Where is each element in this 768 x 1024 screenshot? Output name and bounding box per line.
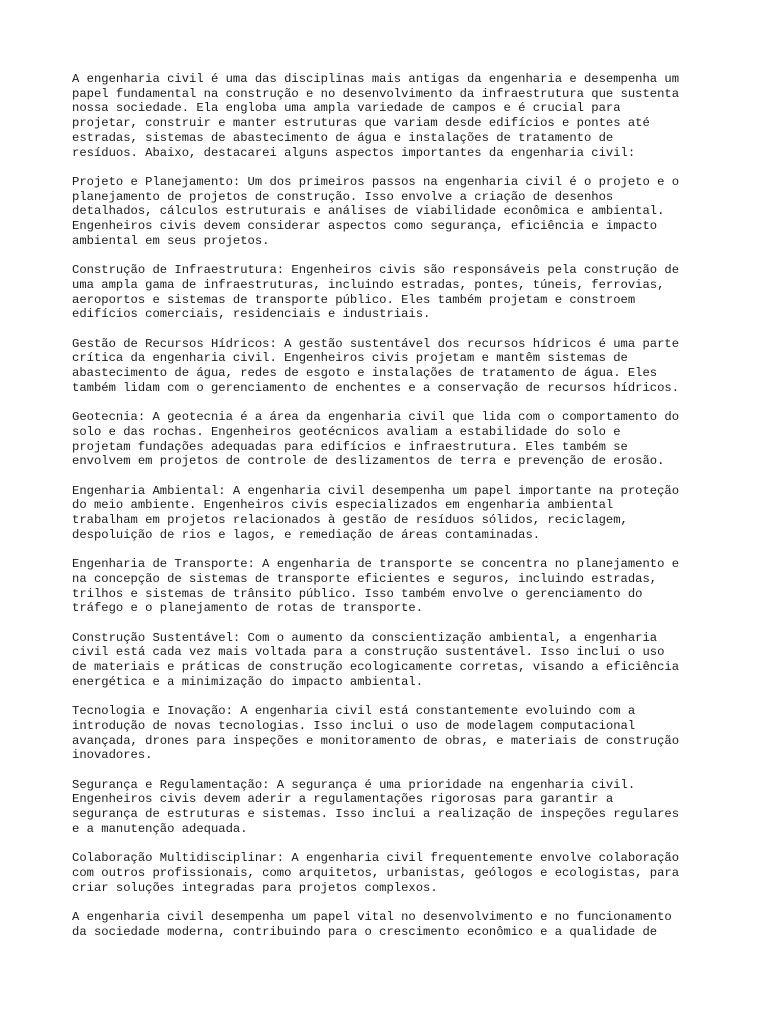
paragraph-engenharia-transporte: Engenharia de Transporte: A engenharia de transporte se concentra no planejamento e na concepção de sistemas de transporte eficientes e seguros, incluindo estradas, trilhos e sistemas de trânsito público. Isso também envolve o gerenciamento do tráfego e o planejamento de rotas de transporte. <box>72 557 680 616</box>
paragraph-construcao-infraestrutura: Construção de Infraestrutura: Engenheiros civis são responsáveis pela construção de uma ampla gama de infraestruturas, incluindo estradas, pontes, túneis, ferrovias, aeroportos e sistemas de transporte público. Eles também projetam e constroem edifícios comerciais, residenciais e industriais. <box>72 263 680 322</box>
paragraph-projeto-planejamento: Projeto e Planejamento: Um dos primeiros passos na engenharia civil é o projeto e o planejamento de projetos de construção. Isso envolve a criação de desenhos detalhados, cálculos estruturais e análises de viabilidade econômica e ambiental. Engenheiros civis devem considerar aspectos como segurança, eficiência e impacto ambiental em seus projetos. <box>72 174 680 248</box>
paragraph-conclusao: A engenharia civil desempenha um papel vital no desenvolvimento e no funcionamento da sociedade moderna, contribuindo para o crescimento econômico e a qualidade de <box>72 909 672 939</box>
paragraph-gestao-recursos-hidricos: Gestão de Recursos Hídricos: A gestão sustentável dos recursos hídricos é uma parte crítica da engenharia civil. Engenheiros civis projetam e mantêm sistemas de abastecimento de água, redes de esgoto e instalações de tratamento de água. Eles também lidam com o gerenciamento de enchentes e a conservação de recursos hídricos. <box>72 336 680 395</box>
paragraph-construcao-sustentavel: Construção Sustentável: Com o aumento da conscientização ambiental, a engenharia civil está cada vez mais voltada para a construção sustentável. Isso inclui o uso de materiais e práticas de construção ecologicamente corretas, visando a eficiência energética e a minimização do impacto ambiental. <box>72 630 680 689</box>
paragraph-tecnologia-inovacao: Tecnologia e Inovação: A engenharia civil está constantemente evoluindo com a introdução de novas tecnologias. Isso inclui o uso de modelagem computacional avançada, drones para inspeções e monitoramento de obras, e materiais de construção inovadores. <box>72 704 680 763</box>
paragraph-intro: A engenharia civil é uma das disciplinas mais antigas da engenharia e desempenha um papel fundamental na construção e no desenvolvimento da infraestrutura que sustenta nossa sociedade. Ela engloba uma ampla variedade de campos e é crucial para projetar, construir e manter estruturas que variam desde edifícios e pontes até estradas, sistemas de abastecimento de água e instalações de tratamento de resíduos. Abaixo, destacarei alguns aspectos importantes da engenharia civil: <box>72 72 680 160</box>
document-page <box>72 72 712 954</box>
paragraph-geotecnia: Geotecnia: A geotecnia é a área da engenharia civil que lida com o comportamento do solo e das rochas. Engenheiros geotécnicos avaliam a estabilidade do solo e projetam fundações adequadas para edifícios e infraestrutura. Eles também se envolvem em projetos de controle de deslizamentos de terra e prevenção de erosão. <box>72 410 680 469</box>
paragraph-colaboracao-multidisciplinar: Colaboração Multidisciplinar: A engenharia civil frequentemente envolve colaboração com outros profissionais, como arquitetos, urbanistas, geólogos e ecologistas, para criar soluções integradas para projetos complexos. <box>72 851 680 895</box>
paragraph-engenharia-ambiental: Engenharia Ambiental: A engenharia civil desempenha um papel importante na proteção do meio ambiente. Engenheiros civis especializados em engenharia ambiental trabalham em projetos relacionados à gestão de resíduos sólidos, reciclagem, despoluição de rios e lagos, e remediação de áreas contaminadas. <box>72 483 680 542</box>
paragraph-seguranca-regulamentacao: Segurança e Regulamentação: A segurança é uma prioridade na engenharia civil. Engenheiros civis devem aderir a regulamentações rigorosas para garantir a segurança de estruturas e sistemas. Isso inclui a realização de inspeções regulares e a manutenção adequada. <box>72 777 680 836</box>
